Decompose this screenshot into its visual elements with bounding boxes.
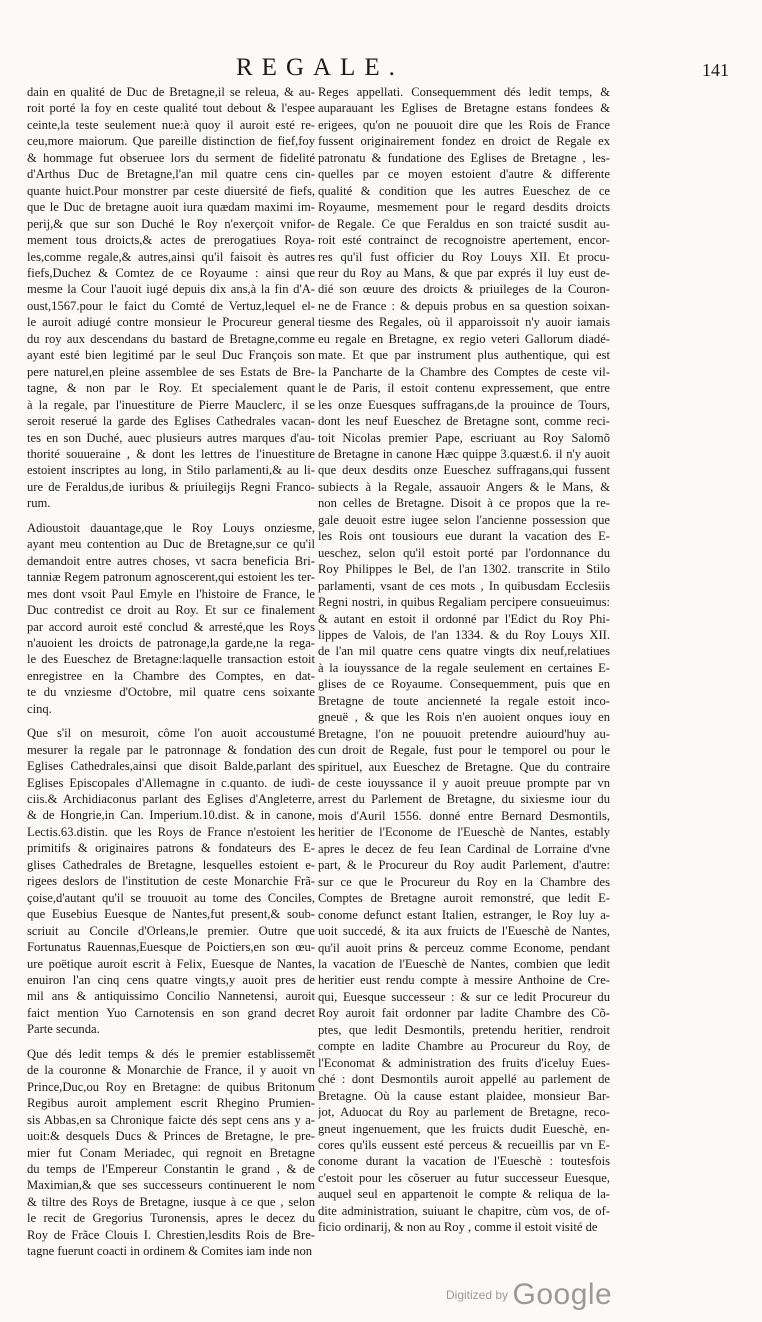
text-line: non celles de Bretagne. Disoit à ce propos que la re-: [318, 496, 610, 511]
text-line: de Bretagne in canone Hæc quippe 3.quæst.6. il n'y auoit: [318, 446, 610, 461]
text-line: Parte secunda.: [27, 1022, 100, 1037]
text-line: Prince,Duc,ou Roy en Bretagne: de quibus Britonum: [27, 1079, 315, 1094]
google-wordmark: Google: [512, 1278, 613, 1311]
text-line: ueschez, selon qu'il estoit porté par l'ordonnance du: [318, 545, 610, 560]
text-line: oust,1567.pour le faict du Comté de Vertuz,lequel el-: [27, 298, 315, 313]
text-line: demandoit entre autres choses, vt sacra beneficia Bri-: [27, 553, 315, 568]
text-line: l'Economat & administration des fruits d'iceluy Eues-: [318, 1055, 610, 1070]
text-line: de Regale. Ce que Feraldus en son traicté susdit au-: [318, 216, 610, 231]
digitized-by-google-watermark: [446, 1278, 612, 1312]
text-line: estoient inscriptes au long, in Stilo parlamenti,& au li-: [27, 463, 315, 478]
text-line: ure poëtique auroit escrit à Felix, Euesque de Nantes,: [27, 956, 315, 971]
text-line: roit porté la foy en ceste qualité tout debout & l'espee: [27, 101, 315, 116]
text-line: fussent originairement fondez en droict de Regale ex: [318, 134, 610, 149]
text-line: Royaume, mesmement pour le regard desdits droicts: [318, 200, 610, 215]
text-line: Bretagne de toute ancienneté la regale estoit inco-: [318, 693, 610, 708]
text-line: roit esté contrainct de recognoistre apertement, encor-: [318, 233, 610, 248]
text-line: ché : dont Desmontils auroit appellé au parlement de: [318, 1072, 610, 1087]
text-line: toit Nicolas premier Pape, escriuant au Roy Salomõ: [318, 430, 610, 445]
text-line: sis Abbas,en sa Chronique faicte dés sept cens ans y a-: [27, 1112, 315, 1127]
text-line: Eglises Cathedrales,ainsi que disoit Balde,parlant des: [27, 759, 315, 774]
text-line: res qu'il fust officier du Roy Louys XII. Et procu-: [318, 249, 610, 264]
text-line: de ceste iouyssance il y auoit preuue prompte par vn: [318, 776, 610, 791]
text-line: heritier de l'Econome de l'Eueschè de Nantes, estably: [318, 825, 610, 840]
text-line: spirituel, aux Eueschez de Bretagne. Que du contraire: [318, 759, 610, 774]
page-number: 141: [702, 60, 729, 80]
text-line: rigees deslors de l'institution de ceste Monarchie Frã-: [27, 874, 315, 889]
text-line: la vacation de l'Eueschè de Nantes, combien que ledit: [318, 957, 610, 972]
text-line: que deux desdits onze Eueschez suffragans,qui fussent: [318, 463, 610, 478]
text-line: part, & le Procureur du Roy audit Parlement, d'autre:: [318, 858, 610, 873]
text-line: mate. Et que par instrument plus authentique, qui est: [318, 348, 610, 363]
text-line: glises Cathedrales de Bretagne, lesquelles estoient e-: [27, 857, 315, 872]
text-line: parlamenti, vsant de ces mots , In quibusdam Ecclesiis: [318, 578, 610, 593]
text-line: eu regale en Bretagne, ex regio veteri Gallorum diadé-: [318, 331, 610, 346]
text-line: les,comme regale,& autres,ainsi qu'il faisoit ès autres: [27, 249, 315, 264]
text-line: Roy auroit fait ordonner par ladite Chambre des Cõ-: [318, 1006, 610, 1021]
text-line: le de Paris, il estoit contenu expressement, que entre: [318, 381, 610, 396]
text-line: conome durant la vacation de l'Eueschè : toutesfois: [318, 1154, 610, 1169]
text-line: Fortunatus Rauennas,Euesque de Poictiers,en son œu-: [27, 940, 315, 955]
text-line: Adioustoit dauantage,que le Roy Louys onziesme,: [27, 520, 315, 535]
text-line: lippes de Valois, de l'an 1334. & du Roy Louys XII.: [318, 627, 610, 642]
text-line: c'estoit pour les cõseruer au futur successeur Euesque,: [318, 1170, 610, 1185]
text-line: tes en son Duché, auec plusieurs autres marques d'au-: [27, 430, 315, 445]
text-line: dain en qualité de Duc de Bretagne,il se releua, & au-: [27, 85, 315, 99]
text-line: Regibus auroit amplement escrit Rhegino Prumien-: [27, 1096, 315, 1111]
text-line: çoise,d'autant qu'il se trouuoit au tome des Conciles,: [27, 890, 315, 905]
text-line: arrest du Parlement de Bretagne, du sixiesme iour du: [318, 792, 610, 807]
text-line: de la couronne & Monarchie de France, il y auoit vn: [27, 1063, 315, 1078]
text-line: gneuë , & que les Rois n'en auoient onques iouy en: [318, 710, 610, 725]
text-line: cun droit de Regale, fust pour le temporel ou pour le: [318, 743, 610, 758]
text-line: Que dés ledit temps & dés le premier establissemẽt: [27, 1046, 315, 1061]
text-line: dite administration, suiuant le chapitre, cùm vos, de of-: [318, 1203, 610, 1218]
text-line: dont les neuf Eueschez de Bretagne sont, comme reci-: [318, 414, 610, 429]
paragraph-break: [27, 1038, 315, 1046]
text-line: rum.: [27, 496, 51, 511]
text-line: ptes, que ledit Desmontils, pretendu heritier, rendroit: [318, 1022, 610, 1037]
text-line: que Eusebius Euesque de Nantes,fut present,& soub-: [27, 907, 315, 922]
text-line: & autant en estoit il ordonné par l'Edict du Roy Phi-: [318, 611, 610, 626]
text-line: subiects à la Regale, assauoir Angers & le Mans, &: [318, 479, 610, 494]
text-line: primitifs & originaires patrons & fondateurs des E-: [27, 841, 315, 856]
text-line: pere naturel,en pleine assemblee de ses Estats de Bre-: [27, 364, 315, 379]
text-line: mier fut Conam Meriadec, qui regnoit en Bretagne: [27, 1145, 315, 1160]
text-line: ceinte,la teste seulement nue:à quoy il auroit esté re-: [27, 117, 315, 132]
text-line: Lectis.63.distin. que les Roys de France n'estoient les: [27, 824, 315, 839]
text-line: uoit:& desquels Ducs & Princes de Bretagne, le pre-: [27, 1129, 315, 1144]
text-line: ayant meu contention au Duc de Bretagne,sur ce qu'il: [27, 537, 315, 552]
text-line: scriuit au Concile d'Orleans,le premier. Outre que: [27, 923, 315, 938]
text-line: tagne fuerunt coacti in ordinem & Comites iam inde non: [27, 1244, 313, 1259]
digitized-by-label: Digitized by: [446, 1288, 509, 1302]
text-line: cinq.: [27, 701, 52, 716]
text-line: du roy aux descendans du bastard de Bretagne,comme: [27, 331, 315, 346]
text-line: qu'il auoit prins & perceuz comme Econome, pendant: [318, 940, 610, 955]
text-line: Roy Philippes le Bel, de l'an 1302. transcrite in Stilo: [318, 562, 610, 577]
text-line: & de Hongrie,in Can. Imperium.10.dist. & in canone,: [27, 808, 315, 823]
text-line: mil ans & antiquissimo Concilio Nannetensi, auroit: [27, 989, 315, 1004]
text-line: cores qu'ils eussent esté perceus & recueillis par vn E-: [318, 1138, 610, 1152]
text-line: mes dont vsoit Paul Emyle en l'histoire de France, le: [27, 586, 315, 601]
text-line: auparauant les Eglises de Bretagne estans fondees &: [318, 101, 610, 116]
text-line: Reges appellati. Consequemment dés ledit temps, &: [318, 85, 610, 99]
text-line: sur ce que le Procureur du Roy en la Chambre des: [318, 874, 610, 889]
text-line: & hommage fut obseruee lors du serment de fidelité: [27, 150, 315, 165]
text-line: par accord auroit esté conclud & arresté,que les Roys: [27, 619, 315, 634]
text-line: enregistree en la Chambre des Comptes, en dat-: [27, 668, 315, 683]
text-line: Bretagne, l'on ne pouuoit pretendre auiourd'huy au-: [318, 726, 610, 741]
text-line: ne de France : & depuis probus en sa question soixan-: [318, 298, 610, 313]
text-line: Duc contredist ce droit au Roy. Et sur ce finalement: [27, 603, 315, 618]
text-line: fiefs,Duchez & Comtez de ce Royaume : ainsi que: [27, 265, 315, 280]
text-line: Regni nostri, in quibus Regaliam percipere consueuimus:: [318, 595, 610, 610]
text-line: à la regale, par l'inuestiture de Pierre Mauclerc, il se: [27, 397, 315, 412]
text-line: Que s'il on mesuroit, côme l'on auoit accoustumé: [27, 726, 315, 741]
text-line: du temps de l'Empereur Constantin le grand , & de: [27, 1162, 315, 1176]
text-line: quante huict.Pour monstrer par ceste diuersité de fiefs,: [27, 183, 315, 198]
text-line: seroit reserué la garde des Eglises Cathedrales vacan-: [27, 414, 315, 429]
text-line: Comptes de Bretagne auroit remonstré, que ledit E-: [318, 891, 610, 906]
running-title: REGALE.: [236, 54, 404, 81]
text-line: apres le decez de feu Iean Cardinal de Lorraine d'vne: [318, 841, 610, 856]
text-line: Eglises Episcopales d'Allemagne in c.quanto. de iudi-: [27, 775, 315, 790]
text-line: faict mention Yuo Carnotensis en son grand decret: [27, 1005, 315, 1020]
text-line: mesurer la regale par le patronnage & fondation des: [27, 742, 315, 757]
right-text-column: [318, 84, 610, 1236]
text-line: mesme la Cour l'auoit iugé depuis dix ans,à la fin d'A-: [27, 282, 315, 297]
text-line: te du vnziesme d'Octobre, mil quatre cens soixante: [27, 685, 315, 700]
left-text-column: [27, 84, 315, 1260]
text-line: le recit de Gregorius Turonensis, apres le decez du: [27, 1211, 315, 1226]
text-line: ciis.& Archidiaconus parlant des Eglises d'Angleterre,: [27, 792, 315, 807]
text-line: les Rois ont tousiours eue durant la vacation des E-: [318, 529, 610, 544]
text-line: mois d'Auril 1556. donné entre Bernard Desmontils,: [318, 808, 610, 823]
text-line: auquel seul en appartenoit le compte & reliqua de la-: [318, 1187, 610, 1202]
text-line: le des Eueschez de Bretagne:laquelle transaction estoit: [27, 652, 315, 667]
text-line: uoit succedé, & ita aux fruicts de l'Eueschè de Nantes,: [318, 924, 610, 939]
text-line: thorité souueraine , & dont les lettres de l'inuestiture: [27, 446, 315, 461]
paragraph-break: [27, 512, 315, 520]
text-line: & tiltre des Roys de Bretagne, iusque à ce que , selon: [27, 1194, 315, 1209]
text-line: de l'an mil quatre cens quatre vingts dix neuf,relatiues: [318, 644, 610, 659]
text-line: erigees, qu'on ne pouuoit dire que les Rois de France: [318, 117, 610, 132]
text-line: conome defunct estant Italien, estranger, le Roy luy a-: [318, 907, 610, 922]
text-line: Maximian,& que ses successeurs continuerent le nom: [27, 1178, 315, 1193]
text-line: que le Duc de bretagne auoit iura quædam maximi im-: [27, 200, 315, 215]
text-line: tagne, & non par le Roy. Et specialement quant: [27, 381, 315, 396]
text-line: jot, Aduocat du Roy au parlement de Bretagne, reco-: [318, 1105, 610, 1120]
text-line: patronatu & fundatione des Eglises de Bretagne , les-: [318, 150, 610, 165]
text-line: glises de ce Royaume. Consequemment, puis que en: [318, 677, 610, 692]
text-line: tiesme des Regales, où il apparoissoit n'y auoir iamais: [318, 315, 610, 330]
text-line: reur du Roy au Mans, & que par exprés il luy eust de-: [318, 265, 610, 280]
text-line: les onze Euesques suffragans,de la prouince de Tours,: [318, 397, 610, 412]
text-line: ficio ordinarij, & non au Roy , comme il estoit visité de: [318, 1220, 598, 1235]
text-line: mement tous droicts,& actes de prerogatiues Roya-: [27, 233, 315, 248]
text-line: gneut ingenuement, que les fruicts dudit Eueschè, en-: [318, 1121, 610, 1136]
text-line: d'Arthus Duc de Bretagne,l'an mil quatre cens cin-: [27, 167, 315, 182]
text-line: enuiron l'an cinq cens quatre vingts,y auoit pres de: [27, 973, 315, 988]
text-line: le auroit adiugé contre monsieur le Procureur general: [27, 315, 315, 330]
text-line: ceu,more maiorum. Que pareille distinction de fief,foy: [27, 134, 315, 149]
text-line: quelles par ce moyen estoient d'autre & differente: [318, 167, 610, 182]
text-line: ure de Feraldus,de iuribus & priuilegijs Regni Franco-: [27, 479, 315, 494]
text-line: compte en ladite Chambre au Procureur du Roy, de: [318, 1039, 610, 1054]
text-line: Bretagne. Où la cause estant plaidee, monsieur Bar-: [318, 1088, 610, 1103]
text-line: qui, Euesque successeur : & sur ce ledit Procureur du: [318, 989, 610, 1004]
paragraph-break: [27, 717, 315, 725]
text-line: gale deuoit estre iugee selon l'ancienne possession que: [318, 512, 610, 527]
text-line: perij,& que sur son Duché le Roy n'exerçoit vnifor-: [27, 216, 315, 231]
text-line: heritier eust rendu compte à messire Anthoine de Cre-: [318, 973, 610, 988]
text-line: qualité & condition que les autres Eueschez de ce: [318, 183, 610, 198]
text-line: la Pancharte de la Chambre des Comptes de ceste vil-: [318, 364, 610, 379]
text-line: tanniæ Regem patronum agnoscerent,qui estoient les ter-: [27, 570, 315, 585]
text-line: dié son œuure des droicts & priuileges de la Couron-: [318, 282, 610, 297]
text-line: ayant esté bien legitimé par le seul Duc François son: [27, 348, 315, 363]
text-line: Roy de Frãce Clouis I. Chrestien,lesdits Rois de Bre-: [27, 1227, 315, 1242]
text-line: n'auoient les droicts de patronage,la garde,ne la rega-: [27, 635, 315, 650]
text-line: à la iouyssance de la regale seulement en certaines E-: [318, 660, 610, 675]
